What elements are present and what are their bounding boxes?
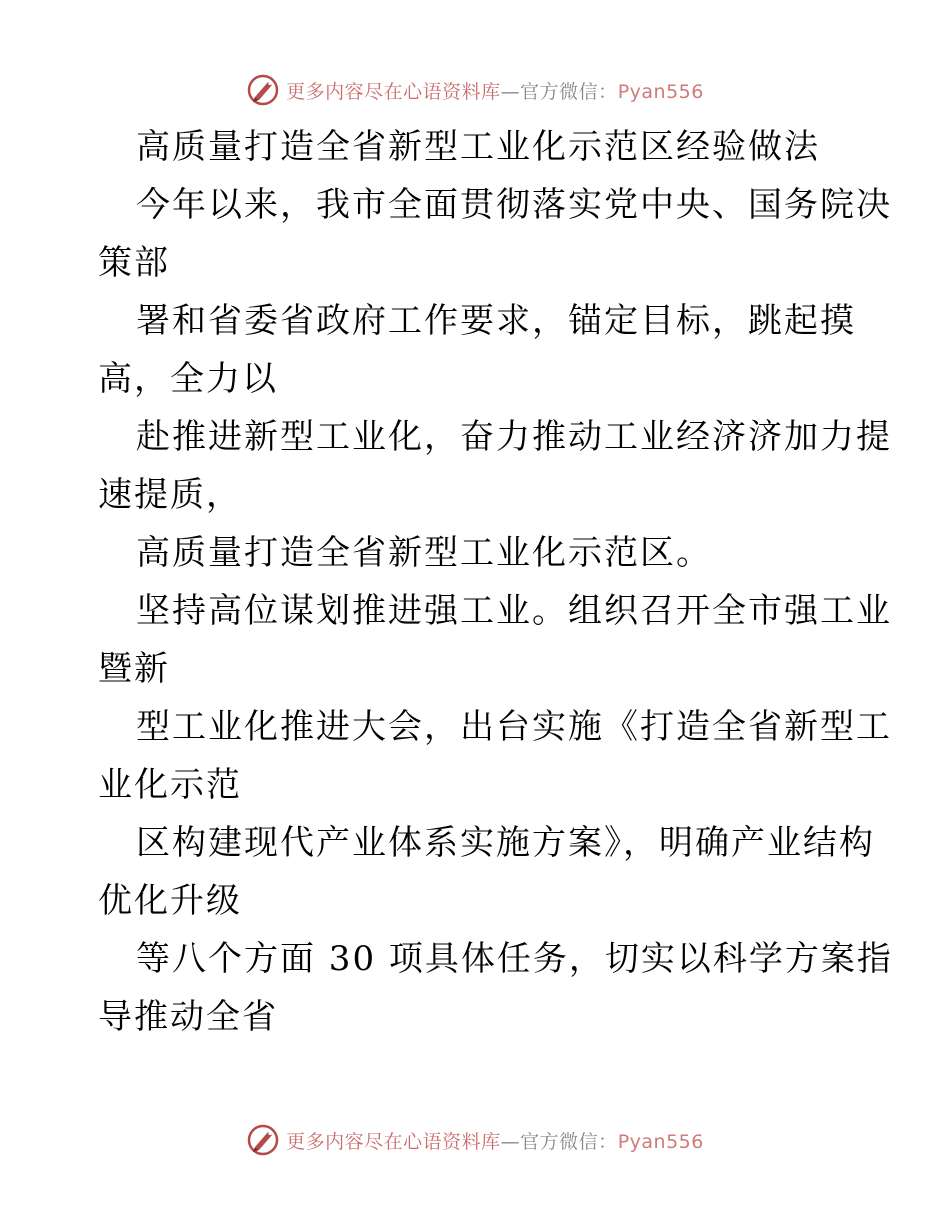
text-line: 业化示范 (98, 765, 242, 805)
text-line: 区构建现代产业体系实施方案》，明确产业结构 (136, 823, 875, 863)
text-line: 署和省委省政府工作要求，锚定目标，跳起摸 (136, 301, 856, 341)
text-line: 等八个方面 30 项具体任务，切实以科学方案指 (136, 939, 893, 979)
watermark-middle: 官方微信： (520, 80, 618, 103)
watermark-middle: 官方微信： (520, 1130, 618, 1153)
text-line: 今年以来，我市全面贯彻落实党中央、国务院决 (136, 185, 892, 225)
watermark-handle: Pyan556 (617, 1130, 704, 1153)
text-line: 高质量打造全省新型工业化示范区。 (136, 533, 712, 573)
watermark-prefix: 更多内容尽在心语资料库 (286, 80, 501, 103)
footer-watermark (0, 1122, 950, 1158)
watermark-dash: — (500, 1130, 521, 1153)
watermark-handle: Pyan556 (617, 80, 704, 103)
text-line: 赴推进新型工业化，奋力推动工业经济济加力提 (136, 417, 892, 457)
watermark-prefix: 更多内容尽在心语资料库 (286, 1130, 501, 1153)
document-body (98, 118, 893, 1046)
text-line: 高，全力以 (98, 359, 278, 399)
watermark-text (286, 1127, 704, 1154)
pen-logo-icon (246, 1123, 280, 1157)
text-line: 优化升级 (98, 881, 242, 921)
pen-logo-icon (246, 73, 280, 107)
text-line: 策部 (98, 243, 170, 283)
text-line: 导推动全省 (98, 997, 278, 1037)
text-line: 坚持高位谋划推进强工业。组织召开全市强工业 (136, 591, 892, 631)
text-line: 速提质， (98, 475, 242, 515)
watermark-dash: — (500, 80, 521, 103)
watermark-text (286, 77, 704, 104)
header-watermark (0, 72, 950, 108)
text-line: 高质量打造全省新型工业化示范区经验做法 (136, 127, 820, 167)
text-line: 型工业化推进大会，出台实施《打造全省新型工 (136, 707, 892, 747)
text-line: 暨新 (98, 649, 170, 689)
